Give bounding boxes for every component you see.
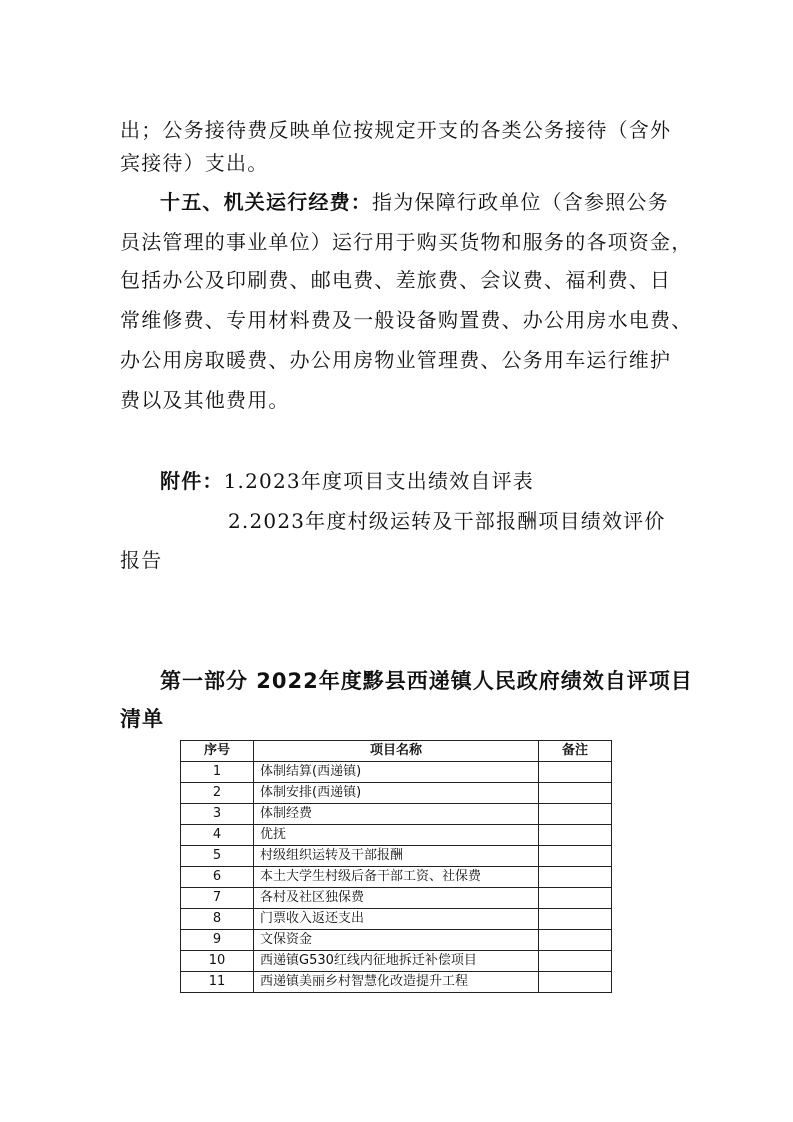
table-row [181,825,612,846]
cell-no: 5 [181,846,254,867]
table-row [181,930,612,951]
section-title: 第一部分 2022年度黟县西递镇人民政府绩效自评项目 [160,669,693,693]
cell-name: 西递镇美丽乡村智慧化改造提升工程 [254,972,539,993]
paragraph-line: 包括办公及印刷费、邮电费、差旅费、会议费、福利费、日 [120,268,672,292]
cell-no: 3 [181,804,254,825]
section-title-cont: 清单 [120,707,164,731]
table-header-row [181,741,612,762]
table-row [181,972,612,993]
cell-note [539,783,612,804]
cell-name: 村级组织运转及干部报酬 [254,846,539,867]
header-note: 备注 [539,741,612,762]
cell-note [539,909,612,930]
attachment-label: 附件： [160,469,224,493]
cell-note [539,972,612,993]
cell-name: 体制经费 [254,804,539,825]
cell-name: 优抚 [254,825,539,846]
cell-name: 各村及社区独保费 [254,888,539,909]
cell-no: 11 [181,972,254,993]
cell-note [539,846,612,867]
table-row [181,762,612,783]
cell-name: 门票收入返还支出 [254,909,539,930]
paragraph-line [160,190,680,214]
table-row [181,888,612,909]
paragraph-line: 员法管理的事业单位）运行用于购买货物和服务的各项资金， [120,230,693,254]
cell-no: 6 [181,867,254,888]
paragraph-line: 费以及其他费用。 [120,388,290,412]
attachment-item: 2.2023年度村级运转及干部报酬项目绩效评价 [228,509,666,533]
cell-note [539,804,612,825]
cell-note [539,930,612,951]
cell-name: 文保资金 [254,930,539,951]
cell-note [539,825,612,846]
cell-note [539,888,612,909]
attachment-item: 报告 [120,548,163,572]
table-row [181,783,612,804]
cell-no: 4 [181,825,254,846]
attachment-item: 1.2023年度项目支出绩效自评表 [223,469,534,493]
attachment-line [160,469,680,493]
header-name: 项目名称 [254,741,539,762]
project-list-table [180,740,612,993]
cell-no: 7 [181,888,254,909]
paragraph-line: 出；公务接待费反映单位按规定开支的各类公务接待（含外 [120,118,672,142]
cell-no: 1 [181,762,254,783]
cell-no: 2 [181,783,254,804]
cell-no: 9 [181,930,254,951]
cell-note [539,951,612,972]
cell-name: 体制结算(西递镇) [254,762,539,783]
table-row [181,846,612,867]
cell-no: 10 [181,951,254,972]
cell-name: 体制安排(西递镇) [254,783,539,804]
paragraph-text: 指为保障行政单位（含参照公务 [372,190,669,214]
table-row [181,909,612,930]
cell-note [539,867,612,888]
table-row [181,951,612,972]
cell-name: 西递镇G530红线内征地拆迁补偿项目 [254,951,539,972]
paragraph-line: 常维修费、专用材料费及一般设备购置费、办公用房水电费、 [120,308,693,332]
cell-no: 8 [181,909,254,930]
table-row [181,867,612,888]
table-row [181,804,612,825]
cell-name: 本土大学生村级后备干部工资、社保费 [254,867,539,888]
paragraph-line: 宾接待）支出。 [120,151,269,175]
header-no: 序号 [181,741,254,762]
paragraph-line: 办公用房取暖费、办公用房物业管理费、公务用车运行维护 [120,348,672,372]
term-label: 十五、机关运行经费： [160,190,372,214]
cell-note [539,762,612,783]
